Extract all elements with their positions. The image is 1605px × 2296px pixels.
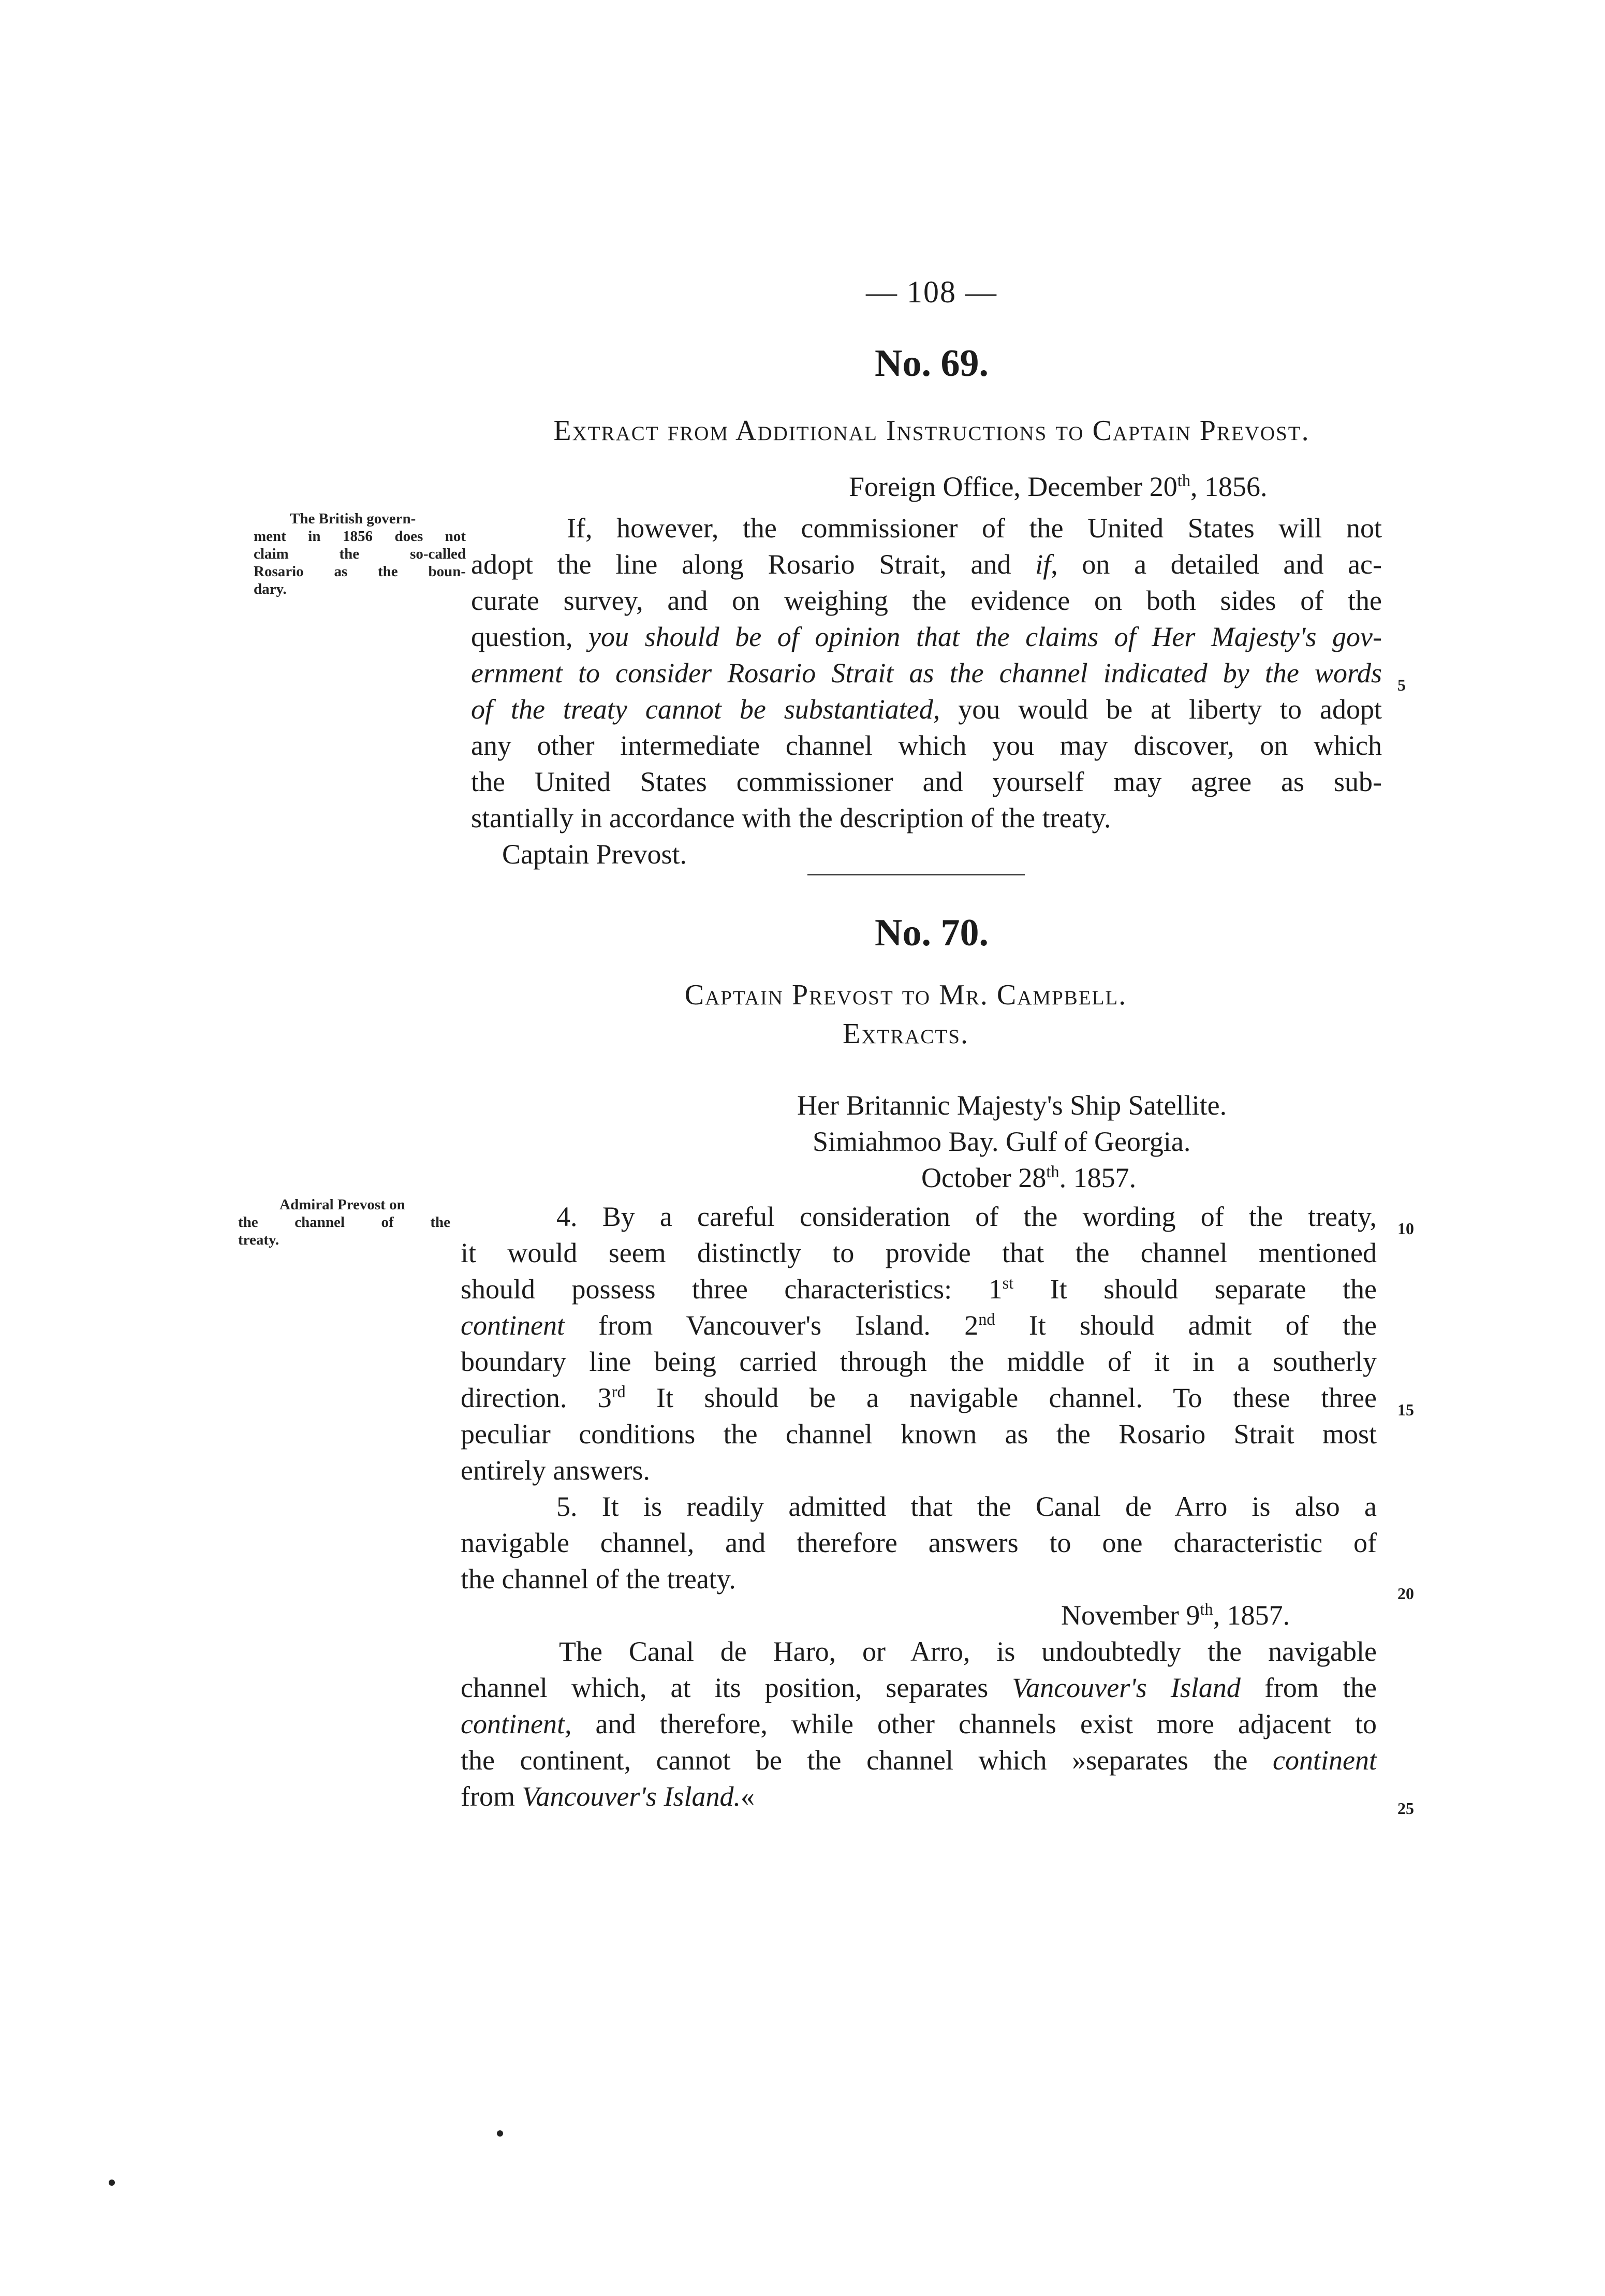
- line-number: 10: [1397, 1219, 1414, 1238]
- scan-speck: [497, 2130, 503, 2137]
- text-line: of the treaty cannot be substantiated, you would be at liberty to adopt: [471, 694, 1382, 725]
- text-line: boundary line being carried through the middle of it in a southerly: [461, 1346, 1377, 1377]
- text-line: the continent, cannot be the channel which »separates the continent: [461, 1745, 1377, 1776]
- text-line: any other intermediate channel which you may discover, on which: [471, 730, 1382, 761]
- address-line: Simiahmoo Bay. Gulf of Georgia.: [813, 1126, 1191, 1157]
- dateline-69: Foreign Office, December 20th, 1856.: [849, 471, 1268, 502]
- text-line: peculiar conditions the channel known as the Rosario Strait most: [461, 1418, 1377, 1450]
- text-line: curate survey, and on weighing the evidence on both sides of the: [471, 585, 1382, 616]
- paragraph-70: [461, 1198, 1377, 1815]
- text-line: the channel of the treaty.: [461, 1563, 736, 1595]
- text-line: question, you should be of opinion that the claims of Her Majesty's gov-: [471, 621, 1382, 652]
- text-line: continent, and therefore, while other channels exist more adjacent to: [461, 1708, 1377, 1739]
- text-line: the United States commissioner and yourself may agree as sub-: [471, 766, 1382, 797]
- text-line: from Vancouver's Island.«: [461, 1781, 755, 1812]
- page-number: — 108 —: [866, 275, 997, 309]
- text-line: channel which, at its position, separates Vancouver's Island from the: [461, 1672, 1377, 1703]
- date-november: November 9th, 1857.: [1061, 1600, 1290, 1631]
- line-number: 20: [1397, 1584, 1414, 1603]
- document-heading-70: Captain Prevost to Mr. Campbell.: [684, 979, 1127, 1011]
- text-line: navigable channel, and therefore answers to one characteristic of: [461, 1527, 1377, 1558]
- line-number: 15: [1397, 1400, 1414, 1419]
- section-divider: [807, 874, 1025, 875]
- text-line: entirely answers.: [461, 1455, 650, 1486]
- text-line: stantially in accordance with the description of the treaty.: [471, 802, 1111, 833]
- document-heading-69: Extract from Additional Instructions to Captain Prevost.: [553, 415, 1310, 447]
- text-line: 5. It is readily admitted that the Canal de Arro is also a: [556, 1491, 1377, 1522]
- paragraph-69: [471, 510, 1382, 872]
- text-line: The Canal de Haro, or Arro, is undoubtedly the navigable: [559, 1636, 1377, 1667]
- text-line: continent from Vancouver's Island. 2nd It should admit of the: [461, 1310, 1377, 1341]
- margin-note-69: The British govern- ment in 1856 does not claim the so-called Rosario as the boun- dary.: [254, 510, 466, 597]
- signature-69: Captain Prevost.: [502, 839, 687, 870]
- text-line: should possess three characteristics: 1st It should separate the: [461, 1274, 1377, 1305]
- margin-note-70: Admiral Prevost on the channel of the treaty.: [238, 1196, 450, 1248]
- text-line: 4. By a careful consideration of the wording of the treaty,: [556, 1201, 1377, 1232]
- line-number: 25: [1397, 1799, 1414, 1818]
- text-line: direction. 3rd It should be a navigable channel. To these three: [461, 1382, 1377, 1413]
- text-line: adopt the line along Rosario Strait, and if, on a detailed and ac-: [471, 549, 1382, 580]
- text-line: it would seem distinctly to provide that the channel mentioned: [461, 1237, 1377, 1268]
- document-subheading-70: Extracts.: [843, 1018, 969, 1050]
- text-line: ernment to consider Rosario Strait as the channel indicated by the words: [471, 657, 1382, 689]
- document-number-69: No. 69.: [875, 342, 989, 385]
- address-block: [797, 1087, 1227, 1196]
- line-number: 5: [1397, 676, 1406, 694]
- address-line: Her Britannic Majesty's Ship Satellite.: [797, 1090, 1227, 1121]
- document-number-70: No. 70.: [875, 912, 989, 954]
- address-line: October 28th. 1857.: [921, 1162, 1137, 1193]
- scan-speck: [109, 2180, 115, 2186]
- text-line: If, however, the commissioner of the United States will not: [567, 513, 1382, 544]
